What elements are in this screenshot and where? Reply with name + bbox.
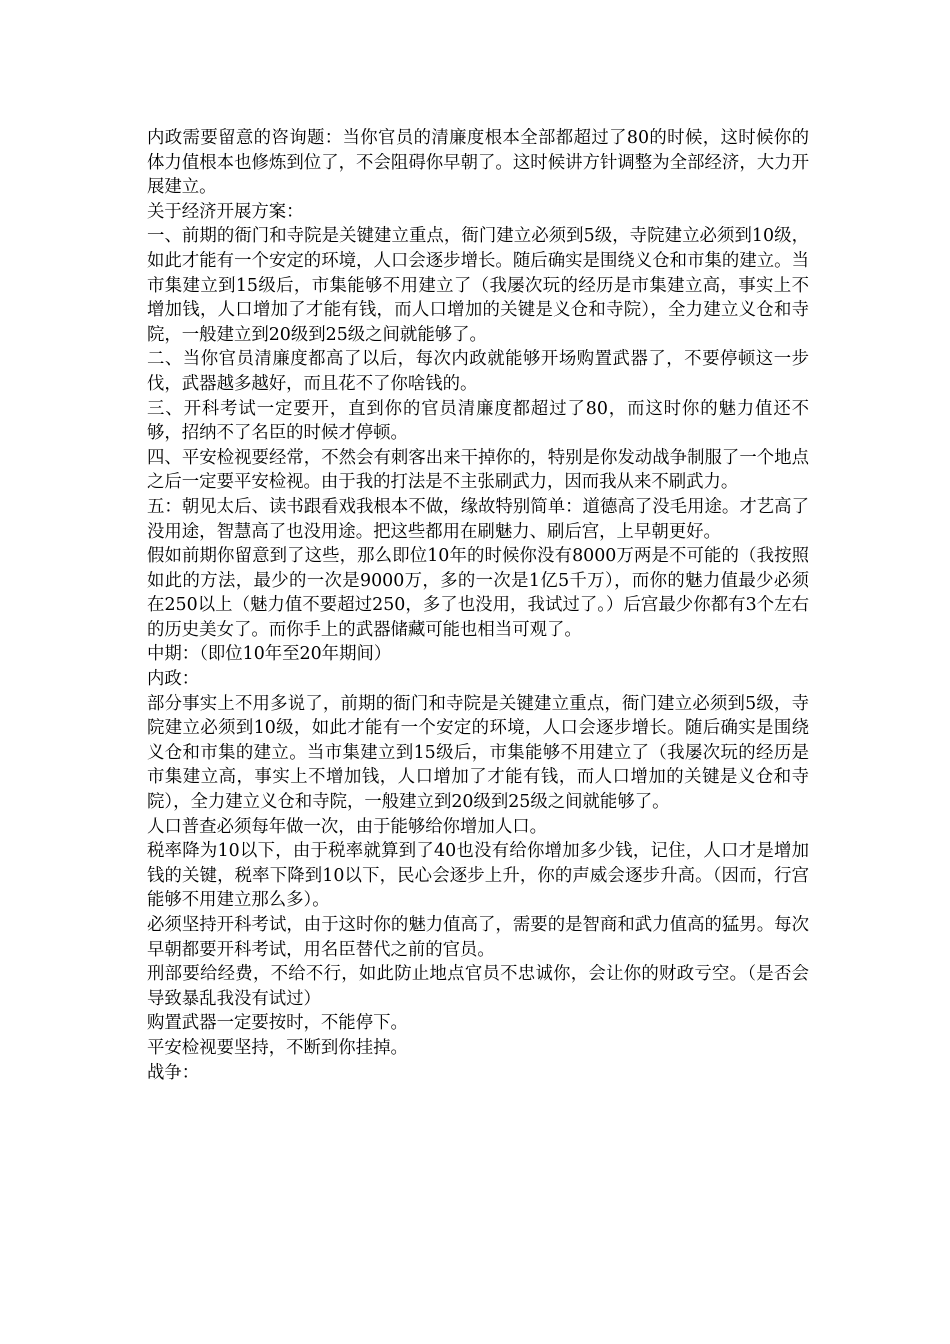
justice-funding-tip: 刑部要给经费，不给不行，如此防止地点官员不忠诚你，会让你的财政亏空。（是否会导致暴乱我没有试过） [147,964,809,1009]
weapon-purchase-tip: 购置武器一定要按时，不能停下。 [147,1013,408,1034]
economy-point-2: 二、当你官员清廉度都高了以后，每次内政就能够开场购置武器了，不要停顿这一步伐，武器越多越好，而且花不了你啥钱的。 [147,349,809,394]
economy-point-3: 三、开科考试一定要开，直到你的官员清廉度都超过了80，而这时你的魅力值还不够，招纳不了名臣的时候才停顿。 [147,398,809,444]
security-check-tip: 平安检视要坚持，不断到你挂掉。 [147,1037,408,1058]
internal-affairs-heading: 内政： [147,669,200,690]
economy-point-5: 五：朝见太后、读书跟看戏我根本不做，缘故特别简单：道德高了没毛用途。才艺高了没用途，智慧高了也没用途。把这些都用在刷魅力、刷后宫，上早朝更好。 [147,496,809,542]
document-page [147,126,809,1085]
economy-plan-heading: 关于经济开展方案： [147,201,304,222]
economy-point-1: 一、前期的衙门和寺院是关键建立重点，衙门建立必须到5级，寺院建立必须到10级，如此才能有一个安定的环境，人口会逐步增长。随后确实是围绕义仓和市集的建立。当市集建立到15级后，市集能够不用建立了（我屡次玩的经历是市集建立高，事实上不增加钱，人口增加了才能有钱，而人口增加的关键是义仓和寺院），全力建立义仓和寺院，一般建立到20级到25级之间就能够了。 [147,226,809,345]
exam-tip: 必须坚持开科考试，由于这时你的魅力值高了，需要的是智商和武力值高的猛男。每次早朝都要开科考试，用名臣替代之前的官员。 [147,915,809,960]
intro-paragraph: 内政需要留意的咨询题：当你官员的清廉度根本全部都超过了80的时候，这时候你的体力值根本也修炼到位了，不会阻碍你早朝了。这时候讲方针调整为全部经济，大力开展建立。 [147,128,809,198]
war-heading: 战争： [147,1062,200,1083]
mid-game-construction: 部分事实上不用多说了，前期的衙门和寺院是关键建立重点，衙门建立必须到5级，寺院建立必须到10级，如此才能有一个安定的环境，人口会逐步增长。随后确实是围绕义仓和市集的建立。当市集建立到15级后，市集能够不用建立了（我屡次玩的经历是市集建立高，事实上不增加钱，人口增加了才能有钱，而人口增加的关键是义仓和寺院），全力建立义仓和寺院，一般建立到20级到25级之间就能够了。 [147,693,809,813]
early-game-summary: 假如前期你留意到了这些，那么即位10年的时候你没有8000万两是不可能的（我按照如此的方法，最少的一次是9000万，多的一次是1亿5千万），而你的魅力值最少必须在250以上（魅力值不要超过250，多了也没用，我试过了。）后宫最少你都有3个左右的历史美女了。而你手上的武器储藏可能也相当可观了。 [147,546,809,640]
mid-game-heading: 中期：（即位10年至20年期间） [147,644,392,665]
tax-rate-tip: 税率降为10以下，由于税率就算到了40也没有给你增加多少钱，记住，人口才是增加钱的关键，税率下降到10以下，民心会逐步上升，你的声威会逐步升高。（因而，行宫能够不用建立那么多）。 [147,841,809,911]
census-tip: 人口普查必须每年做一次，由于能够给你增加人口。 [147,816,547,837]
economy-point-4: 四、平安检视要经常，不然会有刺客出来干掉你的，特别是你发动战争制服了一个地点之后一定要平安检视。由于我的打法是不主张刷武力，因而我从来不刷武力。 [147,447,809,493]
